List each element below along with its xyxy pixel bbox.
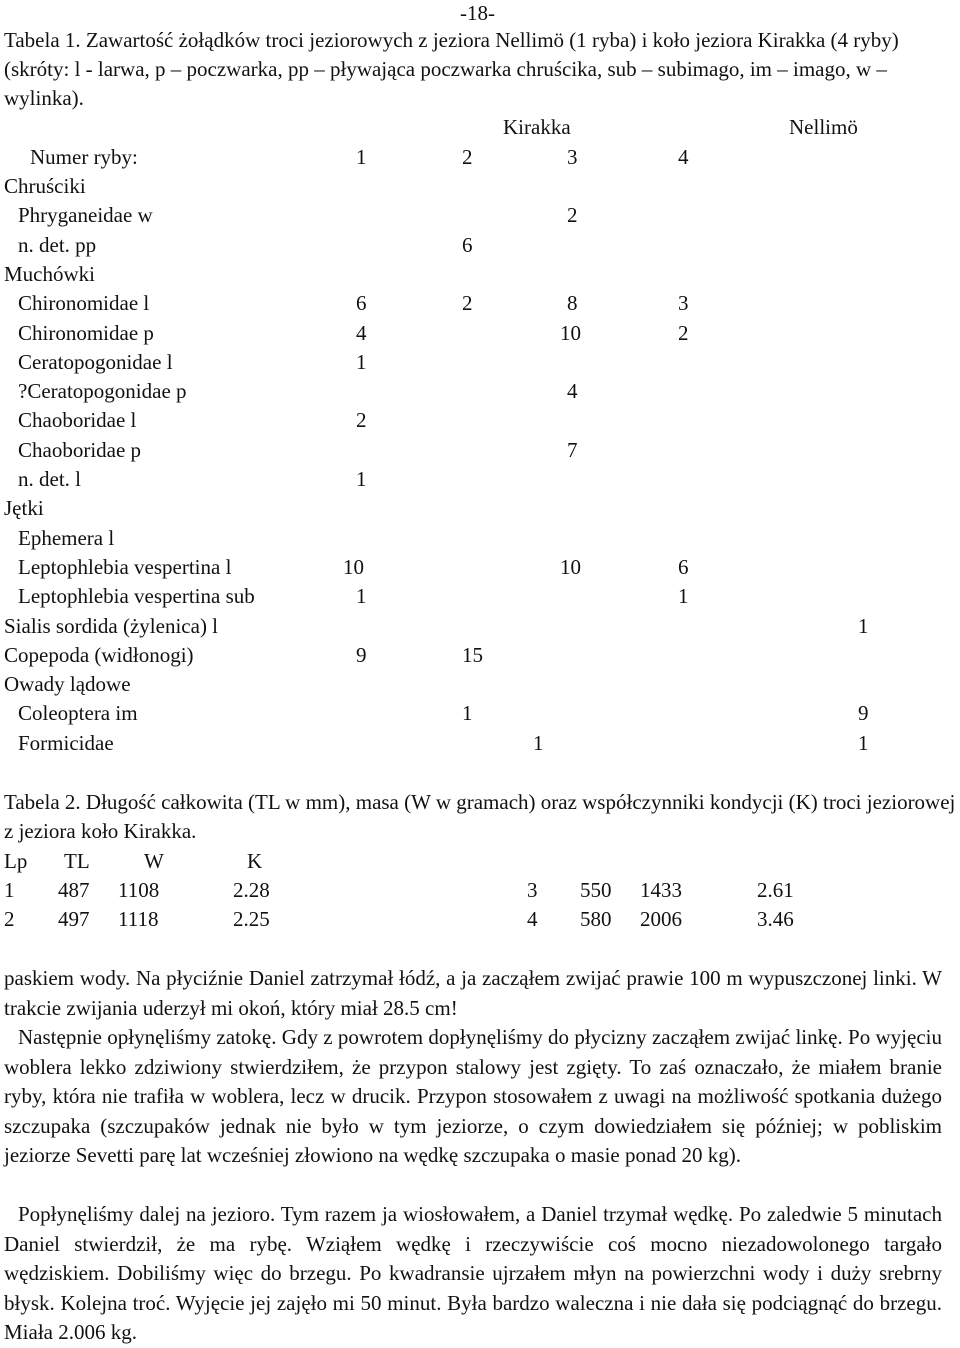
table1-cell: 6 — [678, 555, 689, 579]
paragraph: paskiem wody. Na płyciźnie Daniel zatrzymał łódź, a ja zacząłem zwijać prawie 100 m wypuszczonej linki. W trakcie zwijania uderzył mi okoń, który miał 28.5 cm! — [4, 966, 942, 1020]
fish-number-2: 2 — [462, 145, 473, 169]
table1-cell: 10 — [343, 555, 364, 579]
table1-cell: 1 — [356, 584, 367, 608]
table1-cell: 2 — [678, 321, 689, 345]
t2-row-k: 2.61 — [757, 878, 794, 902]
table1-row-label: Sialis sordida (żylenica) l — [4, 614, 219, 638]
table1-row-label: n. det. l — [18, 467, 81, 491]
fish-number-4: 4 — [678, 145, 689, 169]
table1-cell: 8 — [567, 291, 578, 315]
header-kirakka: Kirakka — [503, 115, 571, 139]
t2-row-k: 2.28 — [233, 878, 270, 902]
t2-row-w: 1108 — [118, 878, 160, 902]
table1-cell: 1 — [678, 584, 689, 608]
table1-row-label: Copepoda (widłonogi) — [4, 643, 194, 667]
table1-cell: 1 — [858, 614, 869, 638]
t2-header-k: K — [247, 849, 263, 873]
table1-row-label: Ephemera l — [18, 526, 115, 550]
table1-cell: 15 — [462, 643, 483, 667]
table1-cell: 3 — [678, 291, 689, 315]
table1-cell: 2 — [567, 203, 578, 227]
table1-cell: 1 — [356, 467, 367, 491]
t2-row-w: 1118 — [118, 907, 159, 931]
table1-row-label: Muchówki — [4, 262, 95, 286]
table1-row-label: Owady lądowe — [4, 672, 131, 696]
table1-cell: 7 — [567, 438, 578, 462]
table1-cell: 1 — [356, 350, 367, 374]
table1-caption: Tabela 1. Zawartość żołądków troci jeziorowych z jeziora Nellimö (1 ryba) i koło jeziora Kirakka (4 ryby) (skróty: l - larwa, p – poczwarka, pp – pływająca poczwarka chruścika, sub – subimago, im – imago, w – wylinka). — [4, 28, 899, 110]
fish-number-label: Numer ryby: — [30, 145, 138, 169]
table1-row-label: Formicidae — [18, 731, 114, 755]
table1-cell: 9 — [858, 701, 869, 725]
t2-row-lp: 1 — [4, 878, 15, 902]
t2-row-w: 1433 — [640, 878, 682, 902]
fish-number-3: 3 — [567, 145, 578, 169]
table1-row-label: Leptophlebia vespertina l — [18, 555, 232, 579]
table1-row-label: Phryganeidae w — [18, 203, 153, 227]
t2-row-lp: 2 — [4, 907, 15, 931]
t2-row-tl: 580 — [580, 907, 612, 931]
page-number: -18- — [460, 1, 495, 25]
table1-row-label: Jętki — [4, 496, 44, 520]
t2-row-tl: 487 — [58, 878, 90, 902]
table1-cell: 6 — [462, 233, 473, 257]
t2-row-tl: 550 — [580, 878, 612, 902]
table1-cell: 2 — [356, 408, 367, 432]
table1-cell: 2 — [462, 291, 473, 315]
table1-row-label: Chaoboridae p — [18, 438, 142, 462]
t2-row-lp: 4 — [527, 907, 538, 931]
table1-row-label: Chruściki — [4, 174, 86, 198]
table1-cell: 4 — [356, 321, 367, 345]
table1-cell: 1 — [533, 731, 544, 755]
t2-row-lp: 3 — [527, 878, 538, 902]
t2-header-lp: Lp — [4, 849, 28, 873]
table1-cell: 4 — [567, 379, 578, 403]
t2-row-k: 3.46 — [757, 907, 794, 931]
header-nellimo: Nellimö — [789, 115, 858, 139]
table1-cell: 1 — [858, 731, 869, 755]
t2-row-w: 2006 — [640, 907, 682, 931]
paragraph: Popłynęliśmy dalej na jezioro. Tym razem ja wiosłowałem, a Daniel trzymał wędkę. Po zaledwie 5 minutach Daniel stwierdził, że ma rybę. Wziąłem wędkę i rzeczywiście coś mocno niezadowolonego targało wędziskiem. Dobiliśmy więc do brzegu. Po kwadransie ujrzałem młyn na powierzchni wody i duży srebrny błysk. Kolejna troć. Wyjęcie jej zajęło mi 50 minut. Była bardzo waleczna i nie dała się podciągnąć do brzegu. Miała 2.006 kg. — [4, 1202, 942, 1344]
table1-row-label: n. det. pp — [18, 233, 97, 257]
table1-cell: 1 — [462, 701, 473, 725]
table1-cell: 10 — [560, 321, 581, 345]
table2-caption: Tabela 2. Długość całkowita (TL w mm), masa (W w gramach) oraz współczynniki kondycji (K) troci jeziorowej z jeziora koło Kirakka. — [4, 790, 956, 843]
paragraph: Następnie opłynęliśmy zatokę. Gdy z powrotem dopłynęliśmy do płycizny zacząłem zwijać linkę. Po wyjęciu woblera lekko zdziwiony stwierdziłem, że przypon stalowy jest zgięty. To zaś oznaczało, że miałem branie ryby, która nie trafiła w woblera, lecz w drucik. Przypon stosowałem z uwagi na możliwość spotkania dużego szczupaka (szczupaków jednak nie było w tym jeziorze, o czym dowiedziałem się później; w pobliskim jeziorze Sevetti parę lat wcześniej złowiono na wędkę szczupaka o masie ponad 20 kg). — [4, 1025, 942, 1167]
table1-cell: 6 — [356, 291, 367, 315]
table1-row-label: Coleoptera im — [18, 701, 138, 725]
t2-row-k: 2.25 — [233, 907, 270, 931]
t2-header-w: W — [144, 849, 164, 873]
table1-row-label: Chironomidae l — [18, 291, 150, 315]
t2-header-tl: TL — [64, 849, 90, 873]
table1-row-label: Leptophlebia vespertina sub — [18, 584, 255, 608]
table1-row-label: ?Ceratopogonidae p — [18, 379, 187, 403]
table1-cell: 9 — [356, 643, 367, 667]
table1-row-label: Ceratopogonidae l — [18, 350, 173, 374]
fish-number-1: 1 — [356, 145, 367, 169]
t2-row-tl: 497 — [58, 907, 90, 931]
table1-cell: 10 — [560, 555, 581, 579]
table1-row-label: Chironomidae p — [18, 321, 154, 345]
table1-row-label: Chaoboridae l — [18, 408, 137, 432]
